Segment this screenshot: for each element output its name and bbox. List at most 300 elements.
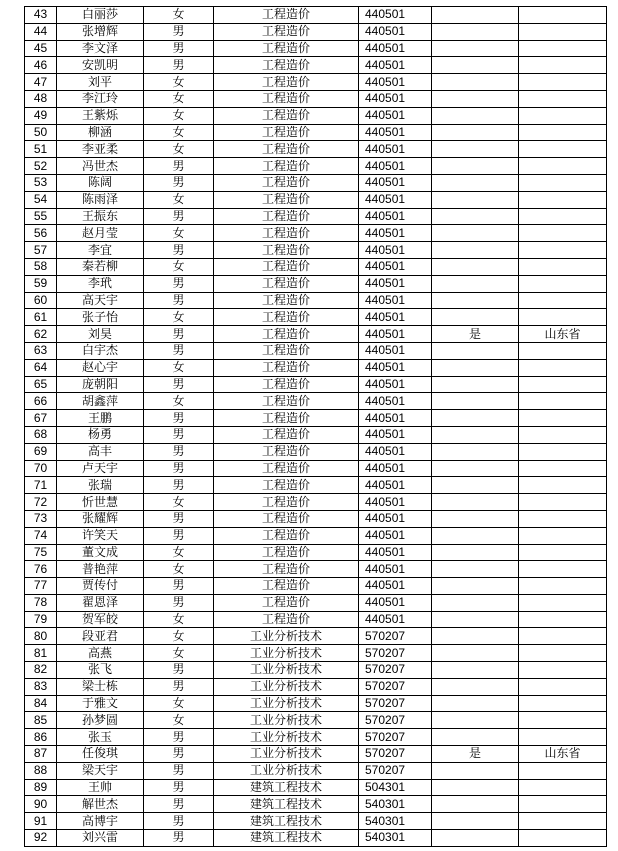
major-cell: 建筑工程技术 [214, 779, 359, 796]
flag-cell [432, 796, 519, 813]
table-row [25, 628, 607, 645]
major-cell: 工程造价 [214, 107, 359, 124]
table-row [25, 796, 607, 813]
student-name-cell: 安凯明 [57, 57, 144, 74]
table-row [25, 410, 607, 427]
major-cell: 工业分析技术 [214, 695, 359, 712]
flag-cell [432, 376, 519, 393]
row-number-cell: 60 [25, 292, 57, 309]
row-number-cell: 43 [25, 7, 57, 24]
table-row [25, 292, 607, 309]
table-row [25, 813, 607, 830]
major-code-cell: 440501 [359, 107, 432, 124]
flag-cell [432, 494, 519, 511]
table-row [25, 225, 607, 242]
major-cell: 工程造价 [214, 544, 359, 561]
flag-cell [432, 645, 519, 662]
row-number-cell: 86 [25, 729, 57, 746]
province-cell [519, 762, 607, 779]
major-cell: 工程造价 [214, 309, 359, 326]
gender-cell: 女 [144, 359, 214, 376]
province-cell [519, 107, 607, 124]
major-code-cell: 440501 [359, 90, 432, 107]
major-code-cell: 540301 [359, 830, 432, 847]
student-name-cell: 刘兴雷 [57, 830, 144, 847]
province-cell [519, 628, 607, 645]
province-cell [519, 695, 607, 712]
major-code-cell: 570207 [359, 712, 432, 729]
flag-cell [432, 410, 519, 427]
student-name-cell: 张飞 [57, 662, 144, 679]
province-cell [519, 359, 607, 376]
gender-cell: 男 [144, 746, 214, 763]
major-code-cell: 570207 [359, 746, 432, 763]
province-cell [519, 729, 607, 746]
table-row [25, 40, 607, 57]
student-name-cell: 解世杰 [57, 796, 144, 813]
student-name-cell: 白丽莎 [57, 7, 144, 24]
major-code-cell: 440501 [359, 410, 432, 427]
gender-cell: 男 [144, 275, 214, 292]
major-cell: 工业分析技术 [214, 628, 359, 645]
student-name-cell: 李玳 [57, 275, 144, 292]
major-code-cell: 440501 [359, 460, 432, 477]
major-code-cell: 570207 [359, 729, 432, 746]
gender-cell: 男 [144, 527, 214, 544]
major-code-cell: 440501 [359, 225, 432, 242]
gender-cell: 女 [144, 107, 214, 124]
gender-cell: 男 [144, 510, 214, 527]
province-cell [519, 275, 607, 292]
flag-cell [432, 292, 519, 309]
student-name-cell: 陈雨泽 [57, 191, 144, 208]
major-cell: 工业分析技术 [214, 645, 359, 662]
gender-cell: 男 [144, 729, 214, 746]
student-name-cell: 张瑞 [57, 477, 144, 494]
major-cell: 建筑工程技术 [214, 813, 359, 830]
row-number-cell: 84 [25, 695, 57, 712]
student-name-cell: 赵心宇 [57, 359, 144, 376]
row-number-cell: 54 [25, 191, 57, 208]
student-name-cell: 陈阔 [57, 174, 144, 191]
major-cell: 建筑工程技术 [214, 830, 359, 847]
row-number-cell: 74 [25, 527, 57, 544]
gender-cell: 男 [144, 292, 214, 309]
gender-cell: 男 [144, 40, 214, 57]
province-cell [519, 7, 607, 24]
student-name-cell: 张玉 [57, 729, 144, 746]
table-row [25, 124, 607, 141]
flag-cell [432, 578, 519, 595]
gender-cell: 女 [144, 191, 214, 208]
major-code-cell: 440501 [359, 258, 432, 275]
table-row [25, 611, 607, 628]
province-cell [519, 712, 607, 729]
table-row [25, 779, 607, 796]
major-cell: 工程造价 [214, 158, 359, 175]
gender-cell: 女 [144, 611, 214, 628]
row-number-cell: 69 [25, 443, 57, 460]
major-code-cell: 570207 [359, 628, 432, 645]
gender-cell: 女 [144, 124, 214, 141]
table-row [25, 191, 607, 208]
gender-cell: 男 [144, 830, 214, 847]
flag-cell [432, 74, 519, 91]
major-code-cell: 504301 [359, 779, 432, 796]
row-number-cell: 83 [25, 678, 57, 695]
major-code-cell: 440501 [359, 124, 432, 141]
row-number-cell: 87 [25, 746, 57, 763]
student-name-cell: 张子怡 [57, 309, 144, 326]
flag-cell [432, 342, 519, 359]
table-row [25, 746, 607, 763]
gender-cell: 女 [144, 494, 214, 511]
province-cell [519, 225, 607, 242]
row-number-cell: 66 [25, 393, 57, 410]
major-code-cell: 440501 [359, 326, 432, 343]
flag-cell [432, 359, 519, 376]
flag-cell [432, 712, 519, 729]
flag-cell [432, 141, 519, 158]
gender-cell: 女 [144, 561, 214, 578]
row-number-cell: 90 [25, 796, 57, 813]
table-row [25, 477, 607, 494]
major-code-cell: 440501 [359, 23, 432, 40]
gender-cell: 男 [144, 57, 214, 74]
province-cell: 山东省 [519, 326, 607, 343]
table-row [25, 393, 607, 410]
major-code-cell: 540301 [359, 796, 432, 813]
table-row [25, 174, 607, 191]
major-cell: 工程造价 [214, 611, 359, 628]
flag-cell [432, 594, 519, 611]
student-name-cell: 王振东 [57, 208, 144, 225]
student-name-cell: 忻世慧 [57, 494, 144, 511]
flag-cell [432, 477, 519, 494]
gender-cell: 女 [144, 309, 214, 326]
major-code-cell: 440501 [359, 40, 432, 57]
major-cell: 工业分析技术 [214, 662, 359, 679]
flag-cell: 是 [432, 746, 519, 763]
row-number-cell: 88 [25, 762, 57, 779]
gender-cell: 男 [144, 594, 214, 611]
table-row [25, 342, 607, 359]
table-row [25, 74, 607, 91]
row-number-cell: 44 [25, 23, 57, 40]
province-cell [519, 242, 607, 259]
flag-cell [432, 510, 519, 527]
gender-cell: 男 [144, 342, 214, 359]
flag-cell [432, 662, 519, 679]
major-cell: 工程造价 [214, 23, 359, 40]
student-name-cell: 胡鑫萍 [57, 393, 144, 410]
flag-cell [432, 678, 519, 695]
student-name-cell: 李宜 [57, 242, 144, 259]
table-row [25, 275, 607, 292]
flag-cell [432, 90, 519, 107]
student-name-cell: 高燕 [57, 645, 144, 662]
gender-cell: 男 [144, 796, 214, 813]
flag-cell [432, 309, 519, 326]
student-name-cell: 李亚柔 [57, 141, 144, 158]
major-cell: 建筑工程技术 [214, 796, 359, 813]
row-number-cell: 71 [25, 477, 57, 494]
row-number-cell: 72 [25, 494, 57, 511]
gender-cell: 女 [144, 141, 214, 158]
gender-cell: 女 [144, 90, 214, 107]
major-code-cell: 570207 [359, 645, 432, 662]
flag-cell [432, 830, 519, 847]
flag-cell [432, 813, 519, 830]
gender-cell: 男 [144, 326, 214, 343]
major-cell: 工程造价 [214, 494, 359, 511]
table-row [25, 662, 607, 679]
table-row [25, 678, 607, 695]
major-code-cell: 440501 [359, 477, 432, 494]
gender-cell: 男 [144, 460, 214, 477]
major-code-cell: 440501 [359, 292, 432, 309]
province-cell [519, 141, 607, 158]
major-code-cell: 440501 [359, 174, 432, 191]
gender-cell: 男 [144, 678, 214, 695]
major-code-cell: 440501 [359, 527, 432, 544]
major-code-cell: 440501 [359, 342, 432, 359]
row-number-cell: 67 [25, 410, 57, 427]
major-cell: 工程造价 [214, 7, 359, 24]
student-name-cell: 王紫烁 [57, 107, 144, 124]
gender-cell: 女 [144, 258, 214, 275]
province-cell [519, 443, 607, 460]
table-row [25, 208, 607, 225]
major-cell: 工程造价 [214, 90, 359, 107]
gender-cell: 女 [144, 7, 214, 24]
table-row [25, 729, 607, 746]
major-cell: 工程造价 [214, 57, 359, 74]
major-cell: 工程造价 [214, 40, 359, 57]
row-number-cell: 46 [25, 57, 57, 74]
province-cell [519, 57, 607, 74]
student-name-cell: 王鹏 [57, 410, 144, 427]
gender-cell: 男 [144, 443, 214, 460]
student-name-cell: 李文泽 [57, 40, 144, 57]
table-row [25, 359, 607, 376]
gender-cell: 男 [144, 174, 214, 191]
flag-cell [432, 729, 519, 746]
flag-cell [432, 779, 519, 796]
province-cell [519, 158, 607, 175]
table-row [25, 57, 607, 74]
major-cell: 工程造价 [214, 326, 359, 343]
province-cell [519, 544, 607, 561]
student-name-cell: 于雅文 [57, 695, 144, 712]
flag-cell [432, 393, 519, 410]
major-cell: 工程造价 [214, 393, 359, 410]
major-cell: 工程造价 [214, 124, 359, 141]
province-cell [519, 477, 607, 494]
major-cell: 工程造价 [214, 292, 359, 309]
province-cell [519, 124, 607, 141]
major-code-cell: 440501 [359, 242, 432, 259]
major-code-cell: 440501 [359, 393, 432, 410]
province-cell [519, 292, 607, 309]
student-name-cell: 许笑天 [57, 527, 144, 544]
table-row [25, 107, 607, 124]
province-cell [519, 779, 607, 796]
row-number-cell: 80 [25, 628, 57, 645]
major-cell: 工程造价 [214, 275, 359, 292]
province-cell [519, 40, 607, 57]
major-cell: 工程造价 [214, 359, 359, 376]
row-number-cell: 78 [25, 594, 57, 611]
student-name-cell: 冯世杰 [57, 158, 144, 175]
flag-cell [432, 158, 519, 175]
row-number-cell: 49 [25, 107, 57, 124]
province-cell [519, 258, 607, 275]
table-row [25, 141, 607, 158]
student-name-cell: 董文成 [57, 544, 144, 561]
row-number-cell: 50 [25, 124, 57, 141]
major-cell: 工业分析技术 [214, 712, 359, 729]
major-code-cell: 440501 [359, 594, 432, 611]
major-cell: 工程造价 [214, 225, 359, 242]
gender-cell: 女 [144, 393, 214, 410]
row-number-cell: 75 [25, 544, 57, 561]
flag-cell [432, 57, 519, 74]
student-name-cell: 段亚君 [57, 628, 144, 645]
gender-cell: 男 [144, 410, 214, 427]
flag-cell [432, 527, 519, 544]
table-row [25, 443, 607, 460]
province-cell [519, 678, 607, 695]
major-cell: 工程造价 [214, 242, 359, 259]
province-cell [519, 561, 607, 578]
major-cell: 工程造价 [214, 460, 359, 477]
flag-cell [432, 208, 519, 225]
province-cell [519, 426, 607, 443]
province-cell [519, 376, 607, 393]
student-name-cell: 高天宇 [57, 292, 144, 309]
province-cell [519, 208, 607, 225]
row-number-cell: 62 [25, 326, 57, 343]
student-name-cell: 赵月莹 [57, 225, 144, 242]
flag-cell [432, 561, 519, 578]
major-cell: 工程造价 [214, 443, 359, 460]
province-cell [519, 174, 607, 191]
major-code-cell: 440501 [359, 208, 432, 225]
flag-cell [432, 191, 519, 208]
student-name-cell: 李江玲 [57, 90, 144, 107]
province-cell: 山东省 [519, 746, 607, 763]
major-cell: 工程造价 [214, 74, 359, 91]
table-row [25, 830, 607, 847]
major-cell: 工业分析技术 [214, 729, 359, 746]
flag-cell [432, 611, 519, 628]
table-row [25, 762, 607, 779]
table-row [25, 510, 607, 527]
row-number-cell: 85 [25, 712, 57, 729]
major-cell: 工程造价 [214, 477, 359, 494]
province-cell [519, 830, 607, 847]
student-name-cell: 王帅 [57, 779, 144, 796]
flag-cell: 是 [432, 326, 519, 343]
row-number-cell: 53 [25, 174, 57, 191]
major-cell: 工程造价 [214, 258, 359, 275]
student-name-cell: 杨勇 [57, 426, 144, 443]
row-number-cell: 68 [25, 426, 57, 443]
major-cell: 工业分析技术 [214, 678, 359, 695]
province-cell [519, 611, 607, 628]
province-cell [519, 494, 607, 511]
gender-cell: 女 [144, 695, 214, 712]
row-number-cell: 48 [25, 90, 57, 107]
major-code-cell: 440501 [359, 510, 432, 527]
gender-cell: 女 [144, 74, 214, 91]
table-row [25, 7, 607, 24]
flag-cell [432, 107, 519, 124]
major-cell: 工程造价 [214, 174, 359, 191]
student-name-cell: 卢天宇 [57, 460, 144, 477]
flag-cell [432, 628, 519, 645]
major-code-cell: 440501 [359, 443, 432, 460]
table-row [25, 242, 607, 259]
student-name-cell: 翟恩泽 [57, 594, 144, 611]
flag-cell [432, 443, 519, 460]
gender-cell: 女 [144, 645, 214, 662]
student-name-cell: 张增辉 [57, 23, 144, 40]
major-code-cell: 440501 [359, 275, 432, 292]
flag-cell [432, 225, 519, 242]
row-number-cell: 63 [25, 342, 57, 359]
row-number-cell: 64 [25, 359, 57, 376]
row-number-cell: 73 [25, 510, 57, 527]
major-cell: 工业分析技术 [214, 762, 359, 779]
major-code-cell: 570207 [359, 762, 432, 779]
major-code-cell: 440501 [359, 158, 432, 175]
major-code-cell: 440501 [359, 7, 432, 24]
table-row [25, 90, 607, 107]
student-name-cell: 刘平 [57, 74, 144, 91]
major-cell: 工程造价 [214, 426, 359, 443]
province-cell [519, 510, 607, 527]
row-number-cell: 57 [25, 242, 57, 259]
province-cell [519, 191, 607, 208]
gender-cell: 男 [144, 426, 214, 443]
student-name-cell: 高博宇 [57, 813, 144, 830]
row-number-cell: 56 [25, 225, 57, 242]
table-row [25, 326, 607, 343]
major-cell: 工业分析技术 [214, 746, 359, 763]
major-code-cell: 440501 [359, 544, 432, 561]
row-number-cell: 82 [25, 662, 57, 679]
row-number-cell: 92 [25, 830, 57, 847]
flag-cell [432, 7, 519, 24]
province-cell [519, 645, 607, 662]
table-row [25, 712, 607, 729]
student-name-cell: 张耀辉 [57, 510, 144, 527]
major-code-cell: 570207 [359, 662, 432, 679]
table-row [25, 376, 607, 393]
major-code-cell: 440501 [359, 426, 432, 443]
major-cell: 工程造价 [214, 510, 359, 527]
province-cell [519, 90, 607, 107]
province-cell [519, 662, 607, 679]
table-row [25, 544, 607, 561]
gender-cell: 男 [144, 23, 214, 40]
major-code-cell: 440501 [359, 494, 432, 511]
major-cell: 工程造价 [214, 191, 359, 208]
flag-cell [432, 124, 519, 141]
province-cell [519, 74, 607, 91]
